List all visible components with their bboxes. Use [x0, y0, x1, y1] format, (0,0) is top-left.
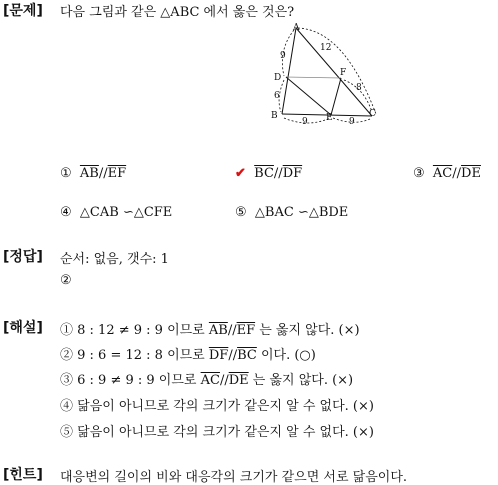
question-text: 다음 그림과 같은 △ABC 에서 옳은 것은?	[60, 5, 295, 20]
answer-tag: [정답]	[3, 249, 43, 265]
option-text: △BAC ∽△BDE	[254, 205, 349, 220]
explanation-line-5: ⑤ 닮음이 아니므로 각의 크기가 같은지 알 수 없다. (×)	[60, 425, 374, 440]
option-1[interactable]	[60, 166, 126, 181]
vertex-label: A	[293, 23, 300, 33]
parallel-symbol: //	[98, 166, 108, 181]
explanation-line-1: ① 8 : 12 ≠ 9 : 9 이므로 $\overline{AB}//\overline{EF}$ 는 옳지 않다. (×)	[60, 323, 360, 338]
segment: $\overline{DF}$	[282, 166, 303, 181]
explanation-line-3: ③ 6 : 9 ≠ 9 : 9 이므로 $\overline{AC}//\overline{DE}$ 는 옳지 않다. (×)	[60, 373, 354, 388]
hint-text: 대응변의 길이의 비와 대응각의 크기가 같으면 서로 닮음이다.	[60, 470, 408, 485]
segment: $\overline{DE}$	[461, 166, 481, 181]
length-label: 9	[302, 117, 308, 127]
vertex-label: F	[340, 68, 347, 78]
length-label: 12	[320, 43, 332, 53]
length-label: 9	[349, 117, 355, 127]
vertex-label: B	[271, 111, 278, 121]
option-text: △CAB ∽△CFE	[79, 205, 173, 220]
option-number: ①	[60, 166, 72, 181]
option-3[interactable]	[413, 166, 481, 181]
length-label: 9	[280, 51, 286, 61]
option-5[interactable]	[235, 205, 348, 220]
length-label: 6	[274, 91, 280, 101]
segment: $\overline{EF}$	[107, 166, 127, 181]
option-number: ④	[60, 205, 72, 220]
parallel-symbol: //	[452, 166, 462, 181]
triangle-figure	[264, 20, 384, 130]
option-number: ③	[413, 166, 425, 181]
explanation-line-2: ② 9 : 6 = 12 : 8 이므로 $\overline{DF}//\overline{BC}$ 이다. (○)	[60, 348, 316, 363]
problem-tag: [문제]	[3, 3, 43, 19]
length-label: 8	[356, 83, 362, 93]
vertex-label: D	[274, 73, 282, 83]
option-4[interactable]	[60, 205, 172, 220]
vertex-label: C	[369, 109, 376, 119]
explanation-tag: [해설]	[3, 320, 43, 336]
option-number: ⑤	[235, 205, 247, 220]
option-2[interactable]	[235, 166, 302, 181]
explanation-line-4: ④ 닮음이 아니므로 각의 크기가 같은지 알 수 없다. (×)	[60, 399, 374, 414]
vertex-label: E	[326, 113, 333, 123]
parallel-symbol: //	[273, 166, 283, 181]
segment: $\overline{BC}$	[254, 166, 274, 181]
segment: $\overline{AC}$	[432, 166, 453, 181]
hint-tag: [힌트]	[3, 467, 43, 483]
answer-line-1: 순서: 없음, 갯수: 1	[60, 252, 169, 267]
segment: $\overline{AB}$	[79, 166, 99, 181]
checkmark-icon: ✔	[235, 166, 246, 181]
answer-line-2: ②	[60, 273, 72, 288]
